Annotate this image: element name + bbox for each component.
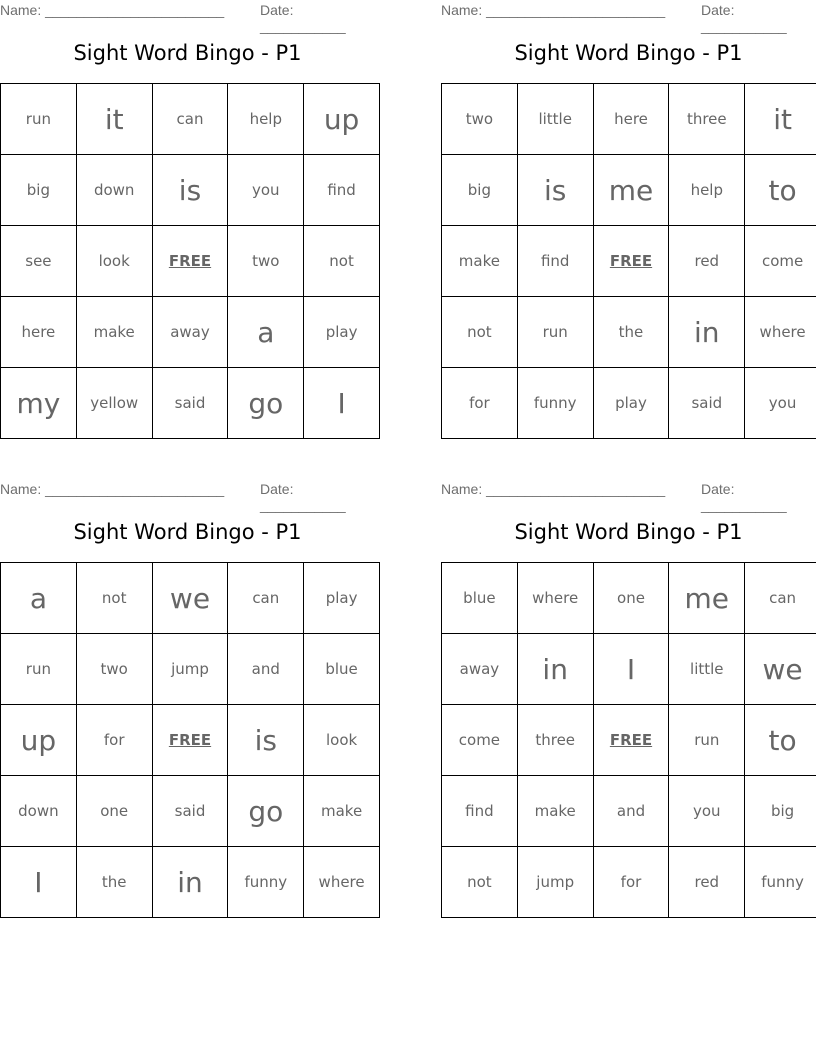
grid-cell: not — [304, 226, 380, 297]
grid-cell: jump — [517, 847, 593, 918]
grid-row — [1, 776, 380, 847]
grid-cell: blue — [304, 634, 380, 705]
bingo-grid — [441, 83, 816, 439]
grid-cell: play — [593, 368, 669, 439]
free-space-cell: FREE — [152, 705, 228, 776]
grid-cell: me — [593, 155, 669, 226]
grid-cell: help — [228, 84, 304, 155]
grid-cell: in — [152, 847, 228, 918]
card-title: Sight Word Bingo - P1 — [73, 520, 302, 544]
grid-cell: make — [517, 776, 593, 847]
card-header — [0, 479, 375, 513]
grid-cell: little — [669, 634, 745, 705]
free-space-cell: FREE — [152, 226, 228, 297]
grid-cell: you — [745, 368, 816, 439]
grid-row — [1, 847, 380, 918]
grid-cell: two — [76, 634, 152, 705]
date-field-label: Date: ___________ — [701, 481, 787, 513]
grid-cell: to — [745, 155, 816, 226]
grid-row — [1, 297, 380, 368]
date-field-label: Date: ___________ — [701, 2, 787, 34]
grid-cell: make — [442, 226, 518, 297]
grid-cell: it — [745, 84, 816, 155]
grid-row — [1, 368, 380, 439]
grid-cell: a — [228, 297, 304, 368]
grid-cell: run — [1, 84, 77, 155]
grid-cell: not — [76, 563, 152, 634]
free-space-cell: FREE — [593, 226, 669, 297]
grid-cell: to — [745, 705, 816, 776]
grid-cell: in — [517, 634, 593, 705]
bingo-grid — [0, 83, 380, 439]
grid-cell: I — [593, 634, 669, 705]
grid-cell: here — [593, 84, 669, 155]
grid-row — [442, 563, 816, 634]
grid-row — [442, 297, 816, 368]
grid-cell: find — [517, 226, 593, 297]
grid-cell: find — [442, 776, 518, 847]
grid-cell: we — [745, 634, 816, 705]
grid-cell: play — [304, 297, 380, 368]
grid-cell: go — [228, 776, 304, 847]
grid-cell: funny — [517, 368, 593, 439]
grid-cell: can — [745, 563, 816, 634]
grid-cell: three — [669, 84, 745, 155]
card-title: Sight Word Bingo - P1 — [514, 41, 743, 65]
grid-cell: is — [152, 155, 228, 226]
grid-cell: said — [152, 776, 228, 847]
grid-cell: said — [152, 368, 228, 439]
grid-cell: where — [304, 847, 380, 918]
name-field-label: Name: _______________________ — [0, 2, 225, 18]
grid-cell: can — [228, 563, 304, 634]
grid-cell: come — [442, 705, 518, 776]
grid-cell: for — [593, 847, 669, 918]
grid-cell: one — [593, 563, 669, 634]
grid-cell: jump — [152, 634, 228, 705]
grid-row — [442, 847, 816, 918]
grid-cell: up — [304, 84, 380, 155]
grid-cell: little — [517, 84, 593, 155]
grid-cell: where — [517, 563, 593, 634]
grid-cell: make — [76, 297, 152, 368]
grid-row — [1, 155, 380, 226]
grid-cell: blue — [442, 563, 518, 634]
card-header — [441, 0, 816, 34]
grid-cell: red — [669, 226, 745, 297]
grid-cell: two — [228, 226, 304, 297]
grid-cell: the — [76, 847, 152, 918]
grid-cell: here — [1, 297, 77, 368]
grid-row — [442, 84, 816, 155]
grid-cell: in — [669, 297, 745, 368]
grid-cell: the — [593, 297, 669, 368]
grid-row — [442, 155, 816, 226]
name-field-label: Name: _______________________ — [441, 2, 666, 18]
grid-cell: and — [228, 634, 304, 705]
grid-cell: run — [669, 705, 745, 776]
grid-row — [442, 368, 816, 439]
bingo-grid — [0, 562, 380, 918]
grid-cell: come — [745, 226, 816, 297]
grid-cell: we — [152, 563, 228, 634]
grid-cell: big — [745, 776, 816, 847]
grid-cell: big — [442, 155, 518, 226]
grid-row — [1, 705, 380, 776]
name-field-label: Name: _______________________ — [441, 481, 666, 497]
grid-row — [1, 84, 380, 155]
grid-cell: said — [669, 368, 745, 439]
grid-cell: up — [1, 705, 77, 776]
date-field-label: Date: ___________ — [260, 481, 346, 513]
grid-cell: you — [228, 155, 304, 226]
grid-cell: can — [152, 84, 228, 155]
grid-cell: I — [1, 847, 77, 918]
grid-cell: two — [442, 84, 518, 155]
grid-cell: not — [442, 297, 518, 368]
grid-cell: where — [745, 297, 816, 368]
grid-cell: away — [442, 634, 518, 705]
grid-row — [1, 634, 380, 705]
grid-cell: three — [517, 705, 593, 776]
grid-cell: help — [669, 155, 745, 226]
grid-row — [442, 634, 816, 705]
grid-cell: run — [517, 297, 593, 368]
grid-cell: make — [304, 776, 380, 847]
grid-cell: me — [669, 563, 745, 634]
grid-cell: a — [1, 563, 77, 634]
grid-cell: funny — [745, 847, 816, 918]
grid-cell: run — [1, 634, 77, 705]
grid-cell: yellow — [76, 368, 152, 439]
grid-row — [442, 776, 816, 847]
grid-cell: I — [304, 368, 380, 439]
grid-cell: look — [304, 705, 380, 776]
grid-cell: go — [228, 368, 304, 439]
grid-cell: is — [517, 155, 593, 226]
grid-cell: see — [1, 226, 77, 297]
grid-cell: one — [76, 776, 152, 847]
free-space-cell: FREE — [593, 705, 669, 776]
date-field-label: Date: ___________ — [260, 2, 346, 34]
grid-cell: funny — [228, 847, 304, 918]
grid-row — [1, 226, 380, 297]
card-title: Sight Word Bingo - P1 — [514, 520, 743, 544]
grid-cell: red — [669, 847, 745, 918]
grid-cell: it — [76, 84, 152, 155]
grid-row — [1, 563, 380, 634]
name-field-label: Name: _______________________ — [0, 481, 225, 497]
grid-cell: for — [442, 368, 518, 439]
grid-cell: away — [152, 297, 228, 368]
grid-cell: find — [304, 155, 380, 226]
grid-cell: and — [593, 776, 669, 847]
grid-cell: look — [76, 226, 152, 297]
grid-cell: down — [76, 155, 152, 226]
bingo-grid — [441, 562, 816, 918]
grid-cell: for — [76, 705, 152, 776]
grid-cell: you — [669, 776, 745, 847]
card-header — [0, 0, 375, 34]
card-header — [441, 479, 816, 513]
grid-cell: down — [1, 776, 77, 847]
grid-cell: my — [1, 368, 77, 439]
grid-row — [442, 226, 816, 297]
grid-cell: is — [228, 705, 304, 776]
grid-cell: big — [1, 155, 77, 226]
card-title: Sight Word Bingo - P1 — [73, 41, 302, 65]
grid-cell: not — [442, 847, 518, 918]
grid-cell: play — [304, 563, 380, 634]
grid-row — [442, 705, 816, 776]
